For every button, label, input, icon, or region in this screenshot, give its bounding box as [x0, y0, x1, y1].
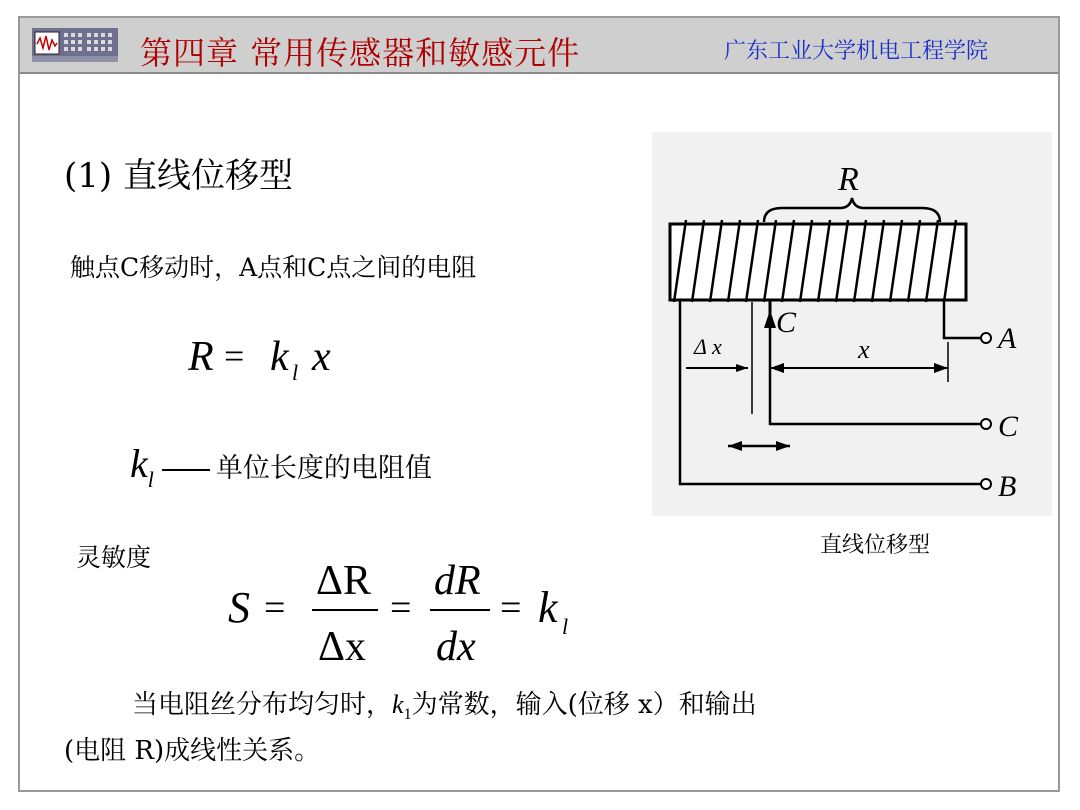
school-name: 广东工业大学机电工程学院 — [724, 39, 989, 64]
paragraph-text-a: 当电阻丝分布均匀时， — [132, 690, 393, 720]
section-title: (1) 直线位移型 — [64, 156, 293, 196]
eq1-lhs: R — [188, 334, 214, 380]
eq2-equals-1: = — [264, 587, 286, 629]
eq2-frac1-den: Δx — [318, 624, 367, 670]
sensitivity-label: 灵敏度 — [76, 543, 152, 572]
eq2-k: k — [538, 583, 558, 632]
diagram-label-R: R — [838, 161, 859, 198]
eq2-frac1-num: ΔR — [316, 558, 372, 604]
k1-symbol: $k_1$ — [392, 690, 412, 724]
eq2-frac2-num: dR — [434, 558, 481, 604]
eq1-x: x — [312, 334, 331, 380]
terminal-A — [981, 333, 991, 343]
diagram-label-x: x — [858, 335, 870, 364]
eq2-sub: l — [562, 614, 569, 639]
eq2-equals-3: = — [500, 587, 522, 629]
diagram-caption: 直线位移型 — [820, 533, 931, 558]
kl-symbol: k — [130, 441, 148, 486]
sensitivity-equation — [228, 552, 588, 670]
section-description: 触点C移动时，A点和C点之间的电阻 — [70, 253, 477, 282]
coil-body — [670, 224, 966, 300]
eq1-k: k — [270, 334, 289, 380]
resistance-equation — [188, 328, 358, 388]
paragraph-text-b: 为常数，输入(位移 x）和输出 — [411, 690, 757, 720]
em-dash — [162, 469, 210, 471]
kl-subscript: l — [147, 467, 154, 492]
paragraph-line-2: (电阻 R)成线性关系。 — [64, 736, 321, 766]
terminal-C — [981, 419, 991, 429]
eq2-frac2-den: dx — [436, 624, 476, 670]
chapter-title: 第四章 常用传感器和敏感元件 — [140, 34, 581, 72]
slide-header — [20, 18, 1058, 74]
eq2-equals-2: = — [390, 587, 412, 629]
eq1-equals: = — [224, 336, 245, 376]
diagram-label-dx: Δ x — [694, 334, 722, 359]
diagram-label-B: B — [998, 470, 1017, 503]
oscilloscope-logo-icon — [32, 28, 118, 62]
kl-definition — [130, 440, 432, 493]
eq1-sub: l — [292, 360, 299, 385]
diagram-label-A: A — [998, 322, 1017, 355]
diagram-label-C: C — [998, 410, 1019, 443]
terminal-B — [981, 479, 991, 489]
linear-potentiometer-diagram — [652, 132, 1052, 516]
paragraph-line-1 — [132, 684, 757, 724]
eq2-lhs: S — [228, 583, 250, 632]
diagram-label-C-top: C — [776, 306, 797, 339]
kl-text: 单位长度的电阻值 — [215, 453, 432, 484]
